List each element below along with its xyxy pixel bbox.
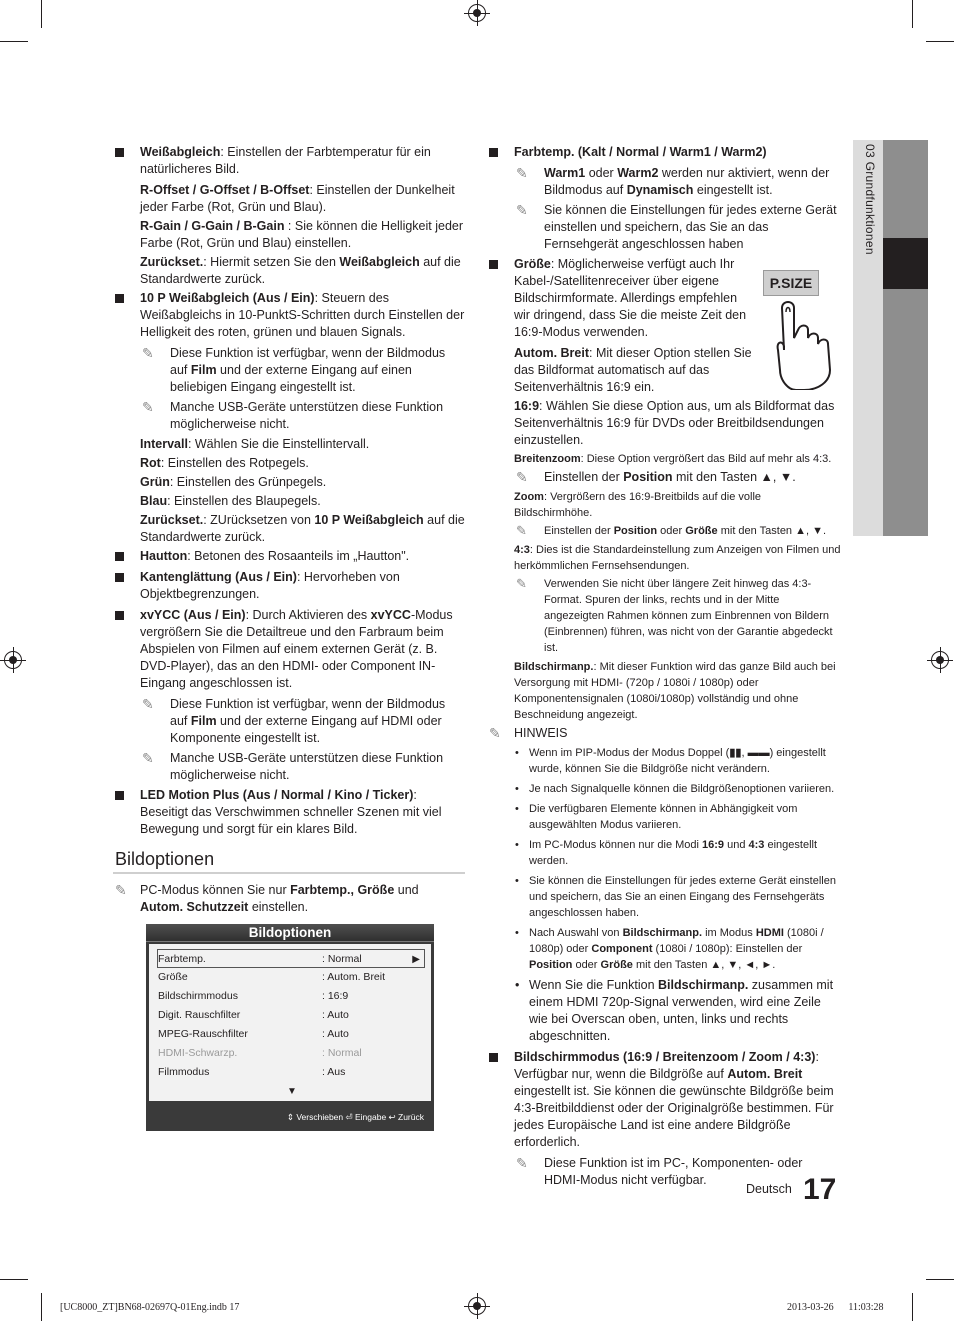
note-text: Manche USB-Geräte unterstützen diese Funktion möglicherweise nicht.	[170, 751, 444, 782]
chapter-tab-label: 03 Grundfunktionen	[863, 144, 877, 255]
square-bullet-icon	[115, 294, 124, 303]
sub-item: Grün: Einstellen des Grünpegels.	[140, 475, 327, 489]
note-text: Einstellen der Position oder Größe mit den Tasten ▲, ▼.	[544, 525, 827, 537]
square-bullet-icon	[115, 552, 124, 561]
sub-item: Blau: Einstellen des Blaupegels.	[140, 494, 321, 508]
hand-pressing-icon	[760, 290, 840, 390]
block-text: Kantenglättung (Aus / Ein): Hervorheben von Objektbegrenzungen.	[140, 570, 400, 601]
note-pencil-icon: ✎	[516, 469, 528, 485]
block-text: Farbtemp. (Kalt / Normal / Warm1 / Warm2)	[514, 145, 767, 159]
sub-item: Intervall: Wählen Sie die Einstellintervall.	[140, 437, 370, 451]
block-text: 10 P Weißabgleich (Aus / Ein): Steuern des Weißabgleichs in 10-PunktS-Schritten durch Einstellen der Helligkeit des roten, grünen und blauen Signals.	[140, 291, 465, 339]
note-item	[514, 1155, 842, 1189]
bullet-block	[113, 569, 465, 603]
osd-menu-title: Bildoptionen	[146, 924, 434, 942]
bullet-block	[113, 787, 465, 838]
section-note-text: PC-Modus können Sie nur Farbtemp., Größe und Autom. Schutzzeit einstellen.	[140, 883, 419, 914]
sub-item: R-Gain / G-Gain / B-Gain : Sie können die Helligkeit jeder Farbe (Rot, Grün und Blau) einstellen.	[140, 219, 464, 250]
bullet-block	[487, 1049, 842, 1151]
note-text: Manche USB-Geräte unterstützen diese Funktion möglicherweise nicht.	[170, 400, 444, 431]
block-text: Weißabgleich: Einstellen der Farbtemperatur für ein natürlicheres Bild.	[140, 145, 431, 176]
note-item	[140, 399, 465, 433]
note-pencil-icon: ✎	[489, 725, 501, 741]
arrow-down-icon: ▼	[287, 1086, 297, 1097]
crop-mark	[0, 1279, 28, 1280]
osd-menu-row[interactable]	[157, 949, 425, 968]
square-bullet-icon	[115, 791, 124, 800]
chapter-tab-marker	[883, 238, 928, 289]
sub-item: R-Offset / G-Offset / B-Offset: Einstellen der Dunkelheit jeder Farbe (Rot, Grün und Blau).	[140, 183, 455, 214]
block-text: Größe: Möglicherweise verfügt auch Ihr Kabel-/Satellitenreceiver über eigene Bildschirmformate. Allerdings empfehlen wir dringend, dass Sie die meiste Zeit den 16:9-Modus verwenden.	[514, 257, 747, 339]
block-text: Hautton: Betonen des Rosaanteils im „Hautton".	[140, 549, 410, 563]
sub-item: Zurückset.: Hiermit setzen Sie den Weißabgleich auf die Standardwerte zurück.	[140, 255, 461, 286]
bullet-dot-icon: •	[515, 783, 519, 795]
osd-menu-row[interactable]	[149, 1063, 431, 1082]
osd-menu-value: : Auto	[322, 1009, 349, 1021]
note-item	[140, 345, 465, 396]
sub-item: 16:9: Wählen Sie diese Option aus, um als Bildformat das Seitenverhältnis 16:9 für DVDs oder Breitbildsendungen einzustellen.	[514, 399, 835, 447]
osd-menu-value: : Normal	[322, 953, 362, 965]
osd-menu-value: : Normal	[322, 1047, 362, 1059]
section-note	[113, 882, 465, 916]
crop-mark	[926, 1279, 954, 1280]
note-item	[514, 469, 842, 486]
hinweis-bullet	[487, 837, 842, 869]
square-bullet-icon	[115, 611, 124, 620]
note-item	[514, 165, 842, 199]
osd-menu-value: : 16:9	[322, 990, 349, 1002]
sub-item: Zoom: Vergrößern des 16:9-Breitbilds auf die volle Bildschirmhöhe.	[514, 491, 762, 519]
crop-mark	[41, 1293, 42, 1321]
page-language: Deutsch	[746, 1182, 792, 1196]
hinweis-text: Sie können die Einstellungen für jedes externe Gerät einstellen und speichern, das Sie an einen Eingang des Fernsehgeräts angeschlossen haben.	[529, 875, 836, 919]
psize-button-icon: P.SIZE	[763, 270, 819, 296]
sub-item: Zurückset.: ZUrücksetzen von 10 P Weißabgleich auf die Standardwerte zurück.	[140, 513, 465, 544]
note-pencil-icon: ✎	[516, 523, 527, 538]
bullet-dot-icon: •	[515, 803, 519, 815]
block-text: xvYCC (Aus / Ein): Durch Aktivieren des xvYCC-Modus vergrößern Sie die Detailtreue und den Farbraum beim Abspielen von Filmen auf einem externen Gerät (z. B. DVD-Player), das an den HDMI- oder Component IN-Eingang angeschlossen ist.	[140, 608, 453, 690]
footer-timestamp: 2013-03-26 ﾠ 11:03:28	[787, 1302, 884, 1313]
section-divider	[113, 872, 465, 874]
sub-item: Rot: Einstellen des Rotpegels.	[140, 456, 309, 470]
bullet-block	[113, 290, 465, 341]
hinweis-text: Nach Auswahl von Bildschirmanp. im Modus HDMI (1080i / 1080p) oder Component (1080i / 1080p): Einstellen der Position oder Größe mit den Tasten ▲, ▼, ◄, ►.	[529, 927, 824, 971]
hinweis-bullet	[487, 801, 842, 833]
osd-menu-body	[149, 944, 431, 1101]
bullet-dot-icon: •	[515, 875, 519, 887]
hinweis-text: Je nach Signalquelle können die Bildgrößenoptionen variieren.	[529, 783, 835, 795]
note-text: Warm1 oder Warm2 werden nur aktiviert, wenn der Bildmodus auf Dynamisch eingestellt ist.	[544, 166, 830, 197]
note-pencil-icon: ✎	[142, 696, 154, 712]
osd-menu-value: : Aus	[322, 1066, 346, 1078]
square-bullet-icon	[115, 148, 124, 157]
hinweis-bullet	[487, 781, 842, 797]
note-pencil-icon: ✎	[516, 202, 528, 218]
hinweis-bullet	[487, 925, 842, 973]
square-bullet-icon	[489, 1053, 498, 1062]
note-item	[514, 523, 842, 539]
note-pencil-icon: ✎	[142, 399, 154, 415]
hinweis-bullet	[487, 873, 842, 921]
square-bullet-icon	[115, 573, 124, 582]
bullet-dot-icon: •	[515, 978, 520, 992]
page-number: 17	[803, 1173, 837, 1206]
osd-menu-row[interactable]	[149, 1006, 431, 1025]
hinweis-bullet	[487, 745, 842, 777]
arrow-right-icon: ▶	[412, 954, 420, 965]
hinweis-text: Im PC-Modus können nur die Modi 16:9 und 4:3 eingestellt werden.	[529, 839, 818, 867]
note-item	[514, 576, 842, 656]
osd-menu-label: Filmmodus	[158, 1066, 210, 1078]
block-text: LED Motion Plus (Aus / Normal / Kino / Ticker): Beseitigt das Verschwimmen schneller Szenen mit viel Bewegung und sorgt für ein klares Bild.	[140, 788, 442, 836]
note-text: Verwenden Sie nicht über längere Zeit hinweg das 4:3-Format. Spuren der links, rechts und in der Mitte angezeigten Rahmen können zum Einbrennen von Bildern (Einbrennen) führen, was nicht von der Garantie abgedeckt ist.	[544, 578, 833, 654]
osd-menu-label: Farbtemp.	[158, 953, 206, 965]
hinweis-label: HINWEIS	[514, 726, 568, 740]
osd-menu-label: Bildschirmmodus	[158, 990, 238, 1002]
block-text: Bildschirmmodus (16:9 / Breitenzoom / Zoom / 4:3): Verfügbar nur, wenn die Bildgröße auf Autom. Breit eingestellt ist. Sie können die gewünschte Bildgröße beim 4:3-Breitbilddienst oder der Originalgröße bestimmen. Für jedes Europäische Land ist eine andere Bildgröße erforderlich.	[514, 1050, 834, 1149]
osd-menu-label: HDMI-Schwarzp.	[158, 1047, 238, 1059]
note-item	[514, 202, 842, 253]
hinweis-text: Wenn Sie die Funktion Bildschirmanp. zusammen mit einem HDMI 720p-Signal verwenden, wird eine Zeile wie bei Overscan oben, unten, links und rechts abgeschnitten.	[529, 978, 834, 1043]
sub-item: Bildschirmanp.: Mit dieser Funktion wird das ganze Bild auch bei Versorgung mit HDMI- (720p / 1080i / 1080p) oder Komponentensignalen (1080i/1080p) vollständig und ohne Beschneidung angezeigt.	[514, 661, 836, 721]
sub-item: 4:3: Dies ist die Standardeinstellung zum Anzeigen von Filmen und herkömmlichen Fernsehsendungen.	[514, 544, 841, 572]
note-text: Diese Funktion ist verfügbar, wenn der Bildmodus auf Film und der externe Eingang auf einen beliebigen Eingang eingestellt ist.	[170, 346, 446, 394]
chapter-tab-dark	[883, 140, 928, 536]
osd-menu-label: Digit. Rauschfilter	[158, 1009, 241, 1021]
section-title: Bildoptionen	[115, 849, 215, 869]
osd-menu-row[interactable]	[149, 1025, 431, 1044]
bullet-block	[113, 607, 465, 692]
chapter-tab	[853, 140, 928, 536]
square-bullet-icon	[489, 260, 498, 269]
sub-item: Breitenzoom: Diese Option vergrößert das Bild auf mehr als 4:3.	[514, 453, 832, 465]
osd-menu-row[interactable]	[149, 968, 431, 987]
osd-menu-value: : Autom. Breit	[322, 971, 386, 983]
crop-mark	[926, 41, 954, 42]
note-text: Diese Funktion ist verfügbar, wenn der Bildmodus auf Film und der externe Eingang auf HDMI oder Komponente eingestellt ist.	[170, 697, 446, 745]
osd-menu-label: Größe	[158, 971, 188, 983]
bullet-dot-icon: •	[515, 839, 519, 851]
bullet-block	[113, 548, 465, 565]
note-text: Einstellen der Position mit den Tasten ▲, ▼.	[544, 470, 796, 484]
square-bullet-icon	[489, 148, 498, 157]
hinweis-bullet	[487, 977, 842, 1045]
note-pencil-icon: ✎	[142, 750, 154, 766]
registration-mark-icon	[468, 1297, 486, 1315]
note-pencil-icon: ✎	[516, 1155, 528, 1171]
registration-mark-icon	[931, 651, 949, 669]
hinweis-text: Die verfügbaren Elemente können in Abhängigkeit vom ausgewählten Modus variieren.	[529, 803, 798, 831]
note-text: Diese Funktion ist im PC-, Komponenten- oder HDMI-Modus nicht verfügbar.	[544, 1156, 803, 1187]
bullet-dot-icon: •	[515, 747, 519, 759]
bullet-dot-icon: •	[515, 927, 519, 939]
note-text: Sie können die Einstellungen für jedes externe Gerät einstellen und speichern, das Sie an das Fernsehgerät angeschlossen haben	[544, 203, 837, 251]
registration-mark-icon	[468, 4, 486, 22]
left-column	[113, 144, 465, 1131]
crop-mark	[912, 0, 913, 28]
note-pencil-icon: ✎	[142, 345, 154, 361]
note-pencil-icon: ✎	[516, 165, 528, 181]
note-item	[140, 750, 465, 784]
note-pencil-icon: ✎	[115, 882, 127, 898]
bullet-block	[113, 144, 465, 178]
osd-menu-row[interactable]	[149, 987, 431, 1006]
sub-item: Autom. Breit: Mit dieser Option stellen Sie das Bildformat automatisch auf das Seitenverhältnis 16:9 ein.	[514, 346, 752, 394]
note-item	[140, 696, 465, 747]
crop-mark	[0, 41, 28, 42]
footer-file: [UC8000_ZT]BN68-02697Q-01Eng.indb 17	[60, 1302, 240, 1313]
bullet-block	[487, 256, 752, 341]
crop-mark	[912, 1293, 913, 1321]
osd-menu	[146, 924, 434, 1131]
hinweis-text: Wenn im PIP-Modus der Modus Doppel (▮▮, ▬▬) eingestellt wurde, können Sie die Bildgröße nicht verändern.	[529, 747, 826, 775]
bullet-block	[487, 144, 842, 161]
crop-mark	[41, 0, 42, 28]
osd-menu-label: MPEG-Rauschfilter	[158, 1028, 248, 1040]
osd-menu-row[interactable]	[149, 1044, 431, 1063]
note-pencil-icon: ✎	[516, 576, 527, 591]
registration-mark-icon	[4, 651, 22, 669]
osd-menu-footer: ⇕ Verschieben ⏎ Eingabe ↩ Zurück	[286, 1112, 424, 1122]
osd-menu-value: : Auto	[322, 1028, 349, 1040]
hinweis-heading	[487, 725, 842, 742]
